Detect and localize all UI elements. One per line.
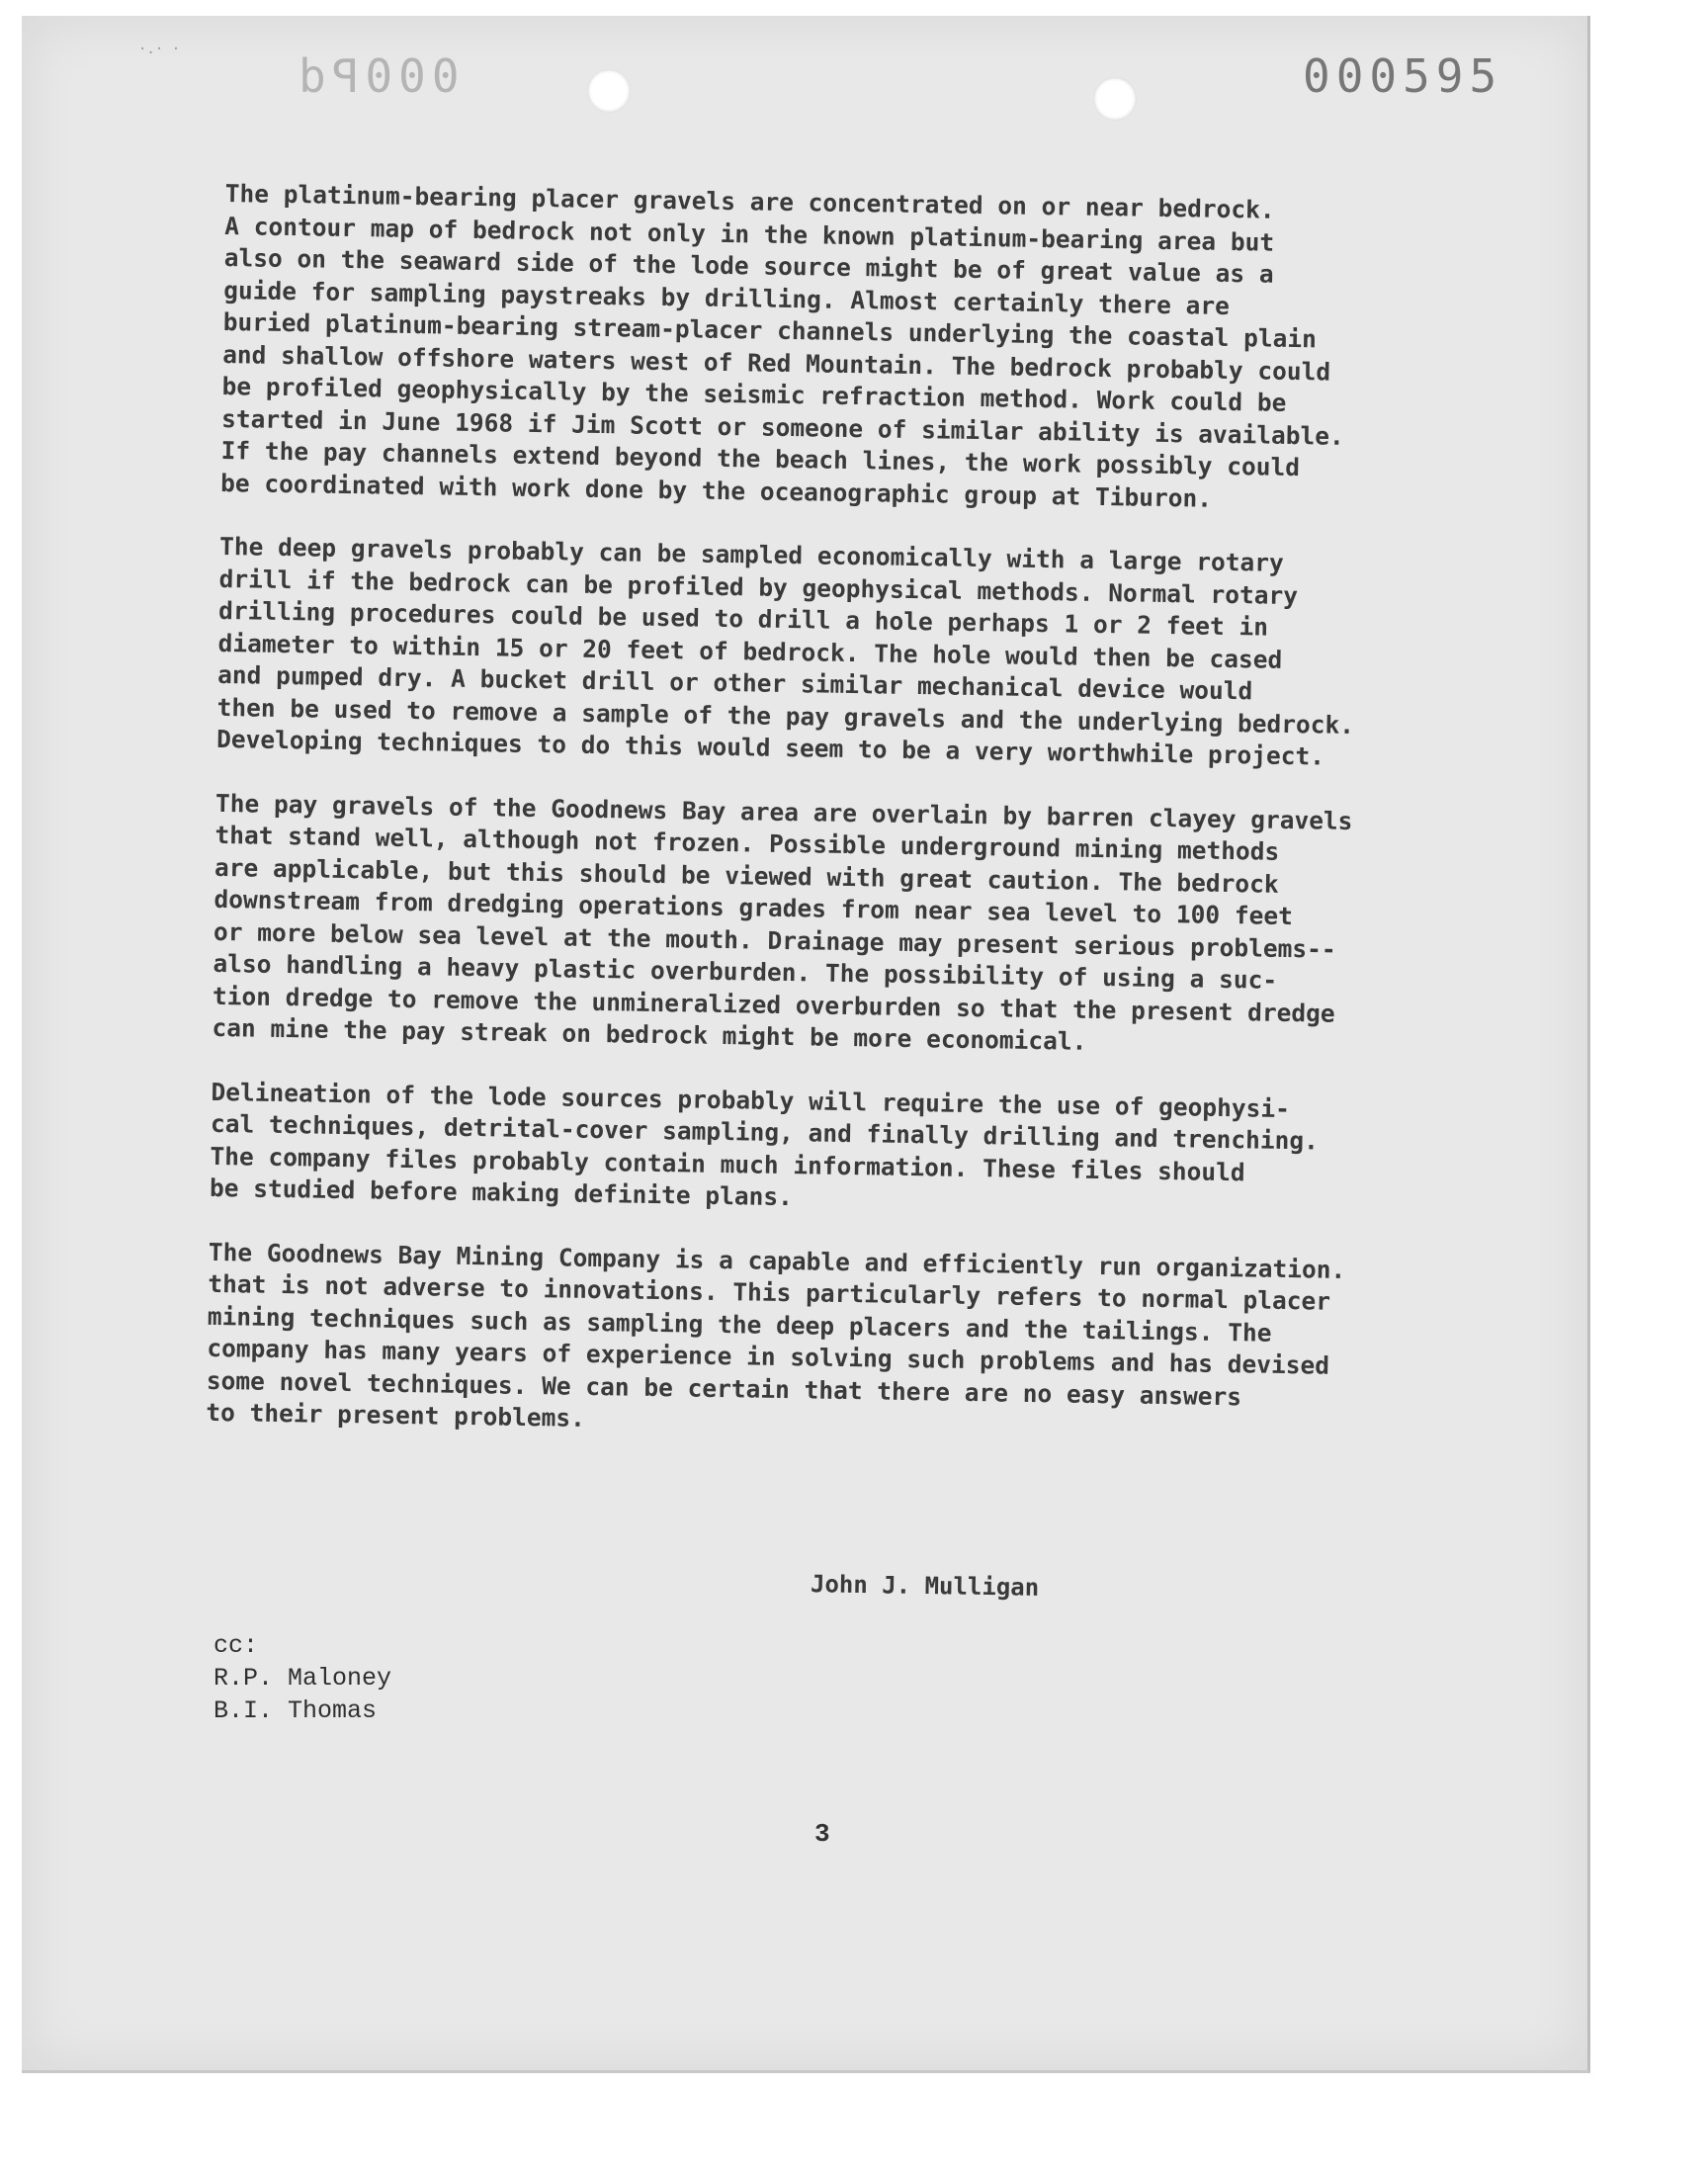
bates-stamp-number: 000595 [1303,49,1503,103]
paragraph-deep-gravels: The deep gravels probably can be sampled economically with a large rotary drill if the bedrock can be profiled by geophysical methods. Normal rotary drilling procedures could be used to drill a hole perhaps 1 or 2 feet in diameter to within 15 or 20 feet of bedrock. The hole would then be cased and pumped dry. A bucket drill or other similar mechanical device would then be used to remove a sample of the pay gravels and the underlying bedrock. Developing techniques to do this would seem to be a very worthwhile project. [215,531,1355,771]
paragraph-bedrock-contour: The platinum-bearing placer gravels are concentrated on or near bedrock. A contour map of bedrock not only in the known platinum-bearing area but also on the seaward side of the lode source might be of great value as a guide for sampling paystreaks by drilling. Almost certainly there are buried platinum-bearing stream-placer channels underlying the coastal plain and shallow offshore waters west of Red Mountain. The bedrock probably could be profiled geophysically by the seismic refraction method. Work could be started in June 1968 if Jim Scott or someone of similar ability is available. If the pay channels extend beyond the beach lines, the work possibly could be coordinated with work done by the oceanographic group at Tiburon. [219,178,1345,513]
bates-stamp-mirrored: 000Pd [293,49,460,103]
cc-list [214,1629,391,1727]
paragraph-mining-company: The Goodnews Bay Mining Company is a capable and efficiently run organization. that is not adverse to innovations. This particularly refers to normal placer mining techniques such as sampling the deep placers and the tailings. The company has many years of experience in solving such problems and has devised some novel techniques. We can be certain that there are no easy answers to their present problems. [206,1237,1346,1433]
signature-name: John J. Mulligan [810,1570,1040,1602]
cc-recipient: B.I. Thomas [214,1696,378,1725]
page-number: 3 [814,1819,830,1849]
punch-hole-right [1093,77,1137,121]
punch-hole-left [587,69,631,113]
memo-body [206,178,1530,1481]
cc-recipient: R.P. Maloney [214,1664,392,1693]
cc-label: cc: [214,1631,259,1660]
scan-specks: ·.· · [138,42,181,57]
paragraph-lode-sources: Delineation of the lode sources probably will require the use of geophysi- cal techniques, detrital-cover sampling, and finally drilling and trenching. The company files probably contain much information. These files should be studied before making definite plans. [209,1077,1320,1212]
paragraph-pay-gravels: The pay gravels of the Goodnews Bay area are overlain by barren clayey gravels that stand well, although not frozen. Possible underground mining methods are applicable, but this should be viewed with great caution. The bedrock downstream from dredging operations grades from near sea level to 100 feet or more below sea level at the mouth. Drainage may present serious problems-- also handling a heavy plastic overburden. The possibility of using a suc- tion dredge to remove the unmineralized overburden so that the present dredge can mine the pay streak on bedrock might be more economical. [212,788,1353,1056]
